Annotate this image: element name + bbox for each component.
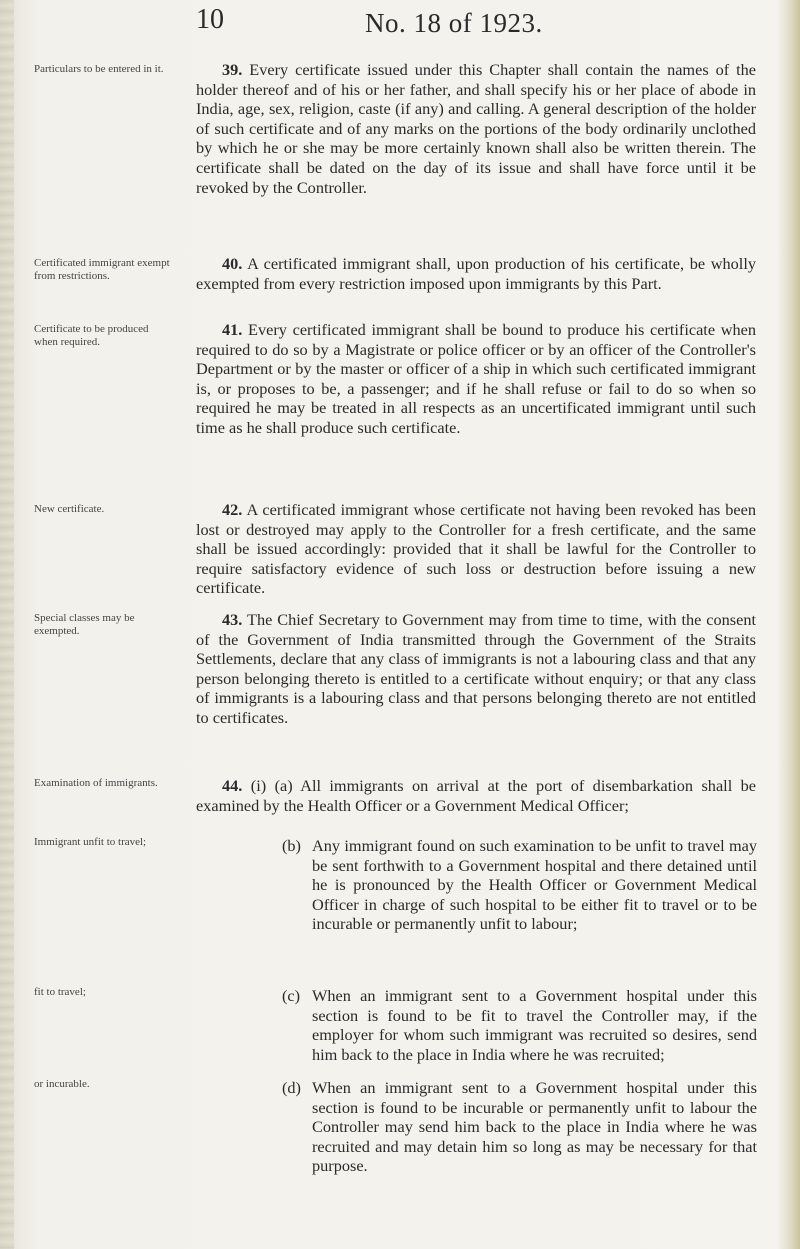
section-40 (196, 254, 756, 293)
marginal-note: Immigrant unfit to travel; (34, 836, 147, 848)
section-44-intro (196, 776, 756, 815)
section-text: Every certificate issued under this Chapter shall contain the names of the holder thereof and of his or her father, and shall specify his or her place of abode in India, age, sex, religion, caste (if any) and calling. A general description of the holder of such certificate and of any marks on the portions of the body ordinarily unclothed by which he or she may be more certainly known shall also be written therein. The certificate shall be dated on the day of its issue and shall have force until it be revoked by the Controller. (196, 60, 756, 197)
page-binding-edge (0, 0, 14, 1249)
clause-label: (d) (282, 1078, 301, 1097)
page-header (0, 4, 800, 44)
section-number: 41. (222, 320, 243, 339)
marginal-note: Certificated immigrant exempt from restrictions. (34, 257, 170, 282)
clause-label: (b) (282, 836, 301, 855)
marginal-note: or incurable. (34, 1078, 90, 1090)
section-43 (196, 610, 756, 728)
clause-text: When an immigrant sent to a Government hospital under this section is found to be incurable or permanently unfit to labour the Controller may send him back to the place in India where he was recruited and may detain him so long as may be necessary for that purpose. (312, 1078, 757, 1176)
running-head: No. 18 of 1923. (365, 8, 543, 38)
clause-label: (a) (274, 776, 293, 795)
marginal-note: fit to travel; (34, 986, 86, 998)
marginal-note: Particulars to be entered in it. (34, 63, 164, 75)
clause-text: When an immigrant sent to a Government hospital under this section is found to be fit to travel the Controller may, if the employer for whom such immigrant was recruited so desires, send him back to the place in India where he was recruited; (312, 986, 757, 1064)
section-number: 43. (222, 610, 243, 629)
section-text: Every certificated immigrant shall be bound to produce his certificate when required to do so by a Magistrate or police officer or by an officer of the Controller's Department or by the master or officer of a ship in which such certificated immigrant is, or proposes to be, a passenger; and if he shall refuse or fail to do so when so required he may be treated in all respects as an uncertificated immigrant until such time as he shall produce such certificate. (196, 320, 756, 437)
section-number: 42. (222, 500, 243, 519)
clause-text: All immigrants on arrival at the port of disembarkation shall be examined by the Health Officer or a Government Medical Officer; (196, 776, 757, 815)
clause-text: Any immigrant found on such examination to be unfit to travel may be sent forthwith to a Government hospital and there detained until he is pronounced by the Health Officer or Government Medical Officer in charge of such hospital to be either fit to travel or to be incurable or permanently unfit to labour; (312, 836, 757, 934)
section-42 (196, 500, 756, 598)
section-number: 44. (222, 776, 243, 795)
marginal-note: Examination of immigrants. (34, 777, 158, 789)
subsection-number: (i) (250, 776, 267, 795)
marginal-note: Special classes may be exempted. (34, 612, 135, 637)
section-44-clause-b (282, 836, 757, 934)
marginal-note: New certificate. (34, 503, 105, 515)
clause-label: (c) (282, 986, 301, 1005)
section-44-clause-c (282, 986, 757, 1064)
page-right-edge (778, 0, 800, 1249)
section-number: 39. (222, 60, 243, 79)
section-number: 40. (222, 254, 243, 273)
section-41 (196, 320, 756, 438)
section-text: A certificated immigrant shall, upon production of his certificate, be wholly exempted from every restriction imposed upon immigrants by this Part. (196, 254, 756, 293)
section-44-clause-d (282, 1078, 757, 1176)
section-39 (196, 60, 756, 197)
marginal-note: Certificate to be produced when required. (34, 323, 149, 348)
page-number: 10 (196, 4, 224, 35)
section-text: A certificated immigrant whose certificate not having been revoked has been lost or destroyed may apply to the Controller for a fresh certificate, and the same shall be issued accordingly: provided that it shall be lawful for the Controller to require satisfactory evidence of such loss or destruction before issuing a new certificate. (196, 500, 756, 598)
section-text: The Chief Secretary to Government may from time to time, with the consent of the Government of India transmitted through the Government of the Straits Settlements, declare that any class of immigrants is not a labouring class and that any person belonging thereto is entitled to a certificate without enquiry; or that any class of immigrants is a labouring class and that persons belonging thereto are not entitled to certificates. (196, 610, 756, 727)
